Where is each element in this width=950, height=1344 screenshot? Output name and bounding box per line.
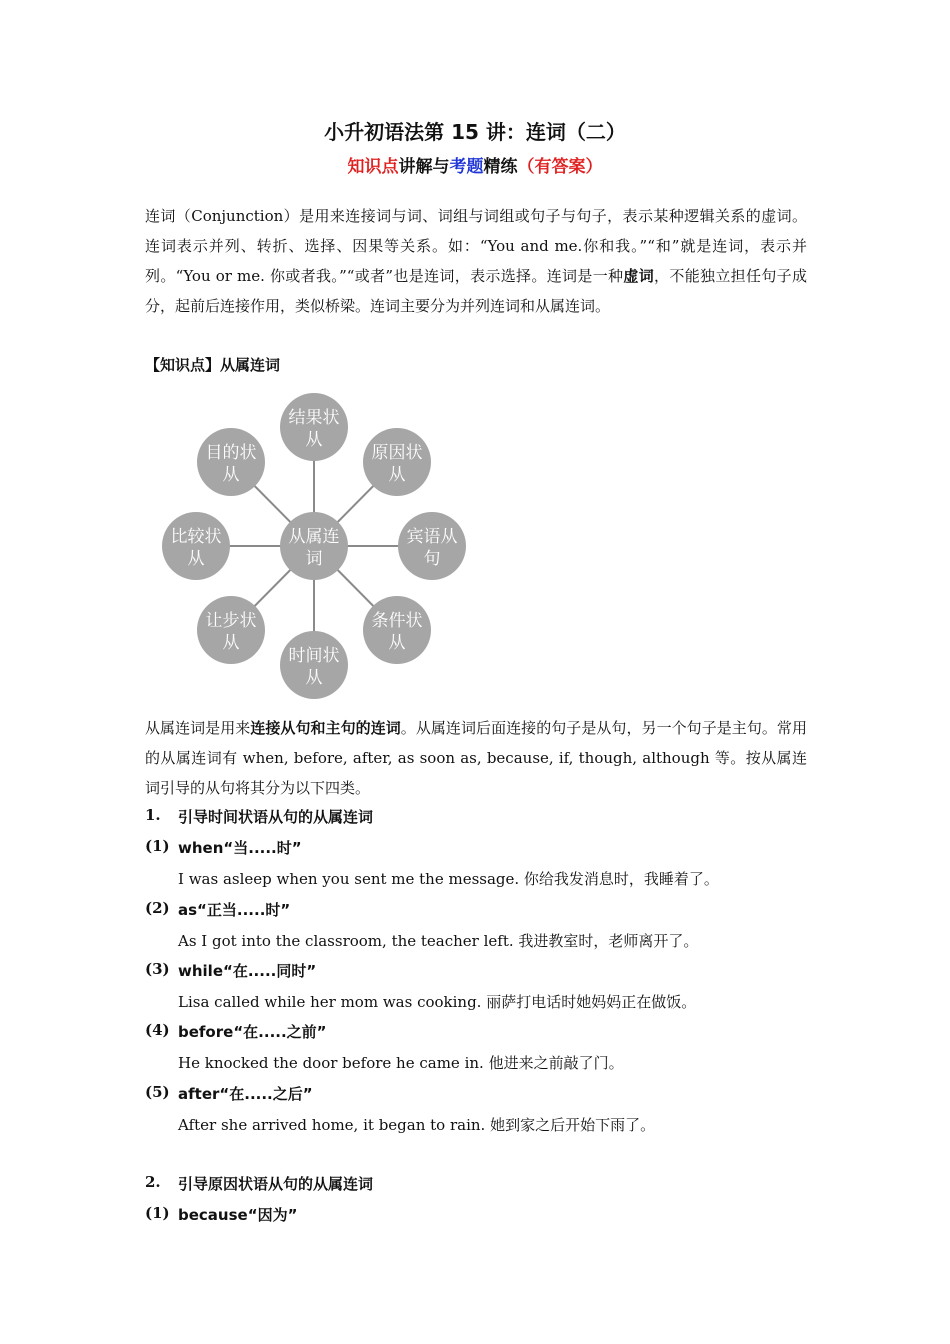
diagram-node-right-label-1: 宾语从	[406, 527, 458, 547]
section-1-number: 1.	[145, 806, 161, 824]
knowledge-heading: 【知识点】从属连词	[145, 356, 281, 374]
subtitle-part-answers: （有答案）	[517, 157, 603, 177]
diagram-node-bottom-left-label-2: 从	[222, 633, 240, 653]
page-subtitle	[0, 152, 950, 177]
item-1-3-example: Lisa called while her mom was cooking. 丽萨打电话时她妈妈正在做饭。	[178, 993, 697, 1011]
subtitle-part-knowledge: 知识点	[347, 157, 399, 177]
diagram-node-top-left	[197, 428, 265, 496]
item-1-5-label: after“在.....之后”	[178, 1085, 313, 1103]
sub-text-2: 。从属连词后面连接的句子是从句，另一个句子是主句。常用的从属连词有 when, before, after, as soon as, because, if, though, although 等。按从属连词引导的从句将其分为以下四类。	[145, 719, 807, 797]
item-1-2-example: As I got into the classroom, the teacher left. 我进教室时，老师离开了。	[178, 932, 699, 950]
diagram-node-top-left-label-2: 从	[222, 465, 240, 485]
diagram-nodes	[162, 393, 466, 699]
diagram-center-node-label-1: 从属连	[288, 527, 340, 547]
diagram-node-left-label-2: 从	[187, 549, 205, 569]
diagram-node-right	[398, 512, 466, 580]
intro-paragraph	[145, 201, 807, 321]
subtitle-part-explain: 讲解与	[398, 157, 450, 177]
item-1-4-number: (4)	[145, 1021, 170, 1039]
diagram-node-bottom-left-label-1: 让步状	[205, 611, 257, 631]
diagram-node-top-label-1: 结果状	[288, 408, 340, 428]
sub-bold-term: 连接从句和主句的连词	[250, 719, 401, 737]
section-2-heading: 引导原因状语从句的从属连词	[178, 1175, 374, 1193]
intro-bold-term: 虚词	[623, 267, 655, 285]
item-1-1-label: when“当.....时”	[178, 839, 302, 857]
diagram-center-node	[280, 512, 348, 580]
subtitle-part-exam: 考题	[449, 157, 484, 177]
item-1-1-example: I was asleep when you sent me the message. 你给我发消息时，我睡着了。	[178, 870, 719, 888]
page-title: 小升初语法第 15 讲：连词（二）	[324, 120, 626, 144]
diagram-node-top	[280, 393, 348, 461]
diagram-node-top-right-label-1: 原因状	[371, 443, 423, 463]
item-1-5-example: After she arrived home, it began to rain. 她到家之后开始下雨了。	[178, 1116, 656, 1134]
item-1-5-number: (5)	[145, 1083, 170, 1101]
diagram-node-top-label-2: 从	[305, 430, 323, 450]
diagram-node-bottom-label-2: 从	[305, 668, 323, 688]
item-1-2-label: as“正当.....时”	[178, 901, 291, 919]
item-1-4-label: before“在.....之前”	[178, 1023, 327, 1041]
conjunction-diagram	[150, 385, 480, 705]
diagram-node-top-left-label-1: 目的状	[205, 443, 257, 463]
diagram-node-bottom-label-1: 时间状	[288, 646, 340, 666]
subtitle-part-practice: 精练	[483, 157, 518, 177]
section-1-heading: 引导时间状语从句的从属连词	[178, 808, 374, 826]
item-1-3-label: while“在.....同时”	[178, 962, 317, 980]
diagram-node-bottom-right-label-1: 条件状	[371, 611, 423, 631]
section-2-number: 2.	[145, 1173, 161, 1191]
intro-text-2: ，不能独立担任句子成分，起前后连接作用，类似桥梁。连词主要分为并列连词和从属连词。	[145, 267, 807, 315]
diagram-node-right-label-2: 句	[423, 549, 441, 569]
subordinate-paragraph	[145, 713, 807, 803]
item-1-3-number: (3)	[145, 960, 170, 978]
item-1-2-number: (2)	[145, 899, 170, 917]
diagram-node-top-right	[363, 428, 431, 496]
diagram-node-bottom-right	[363, 596, 431, 664]
intro-text-1: 连词（Conjunction）是用来连接词与词、词组与词组或句子与句子，表示某种逻辑关系的虚词。连词表示并列、转折、选择、因果等关系。如：“You and me.你和我。”“和”就是连词，表示并列。“You or me. 你或者我。”“或者”也是连词，表示选择。连词是一种	[145, 207, 807, 285]
diagram-node-bottom	[280, 631, 348, 699]
item-1-1-number: (1)	[145, 837, 170, 855]
item-2-1-label: because“因为”	[178, 1206, 298, 1224]
item-2-1-number: (1)	[145, 1204, 170, 1222]
diagram-node-bottom-left	[197, 596, 265, 664]
diagram-node-left-label-1: 比较状	[170, 527, 222, 547]
sub-text-1: 从属连词是用来	[145, 719, 251, 737]
diagram-center-node-label-2: 词	[305, 549, 323, 569]
diagram-node-left	[162, 512, 230, 580]
diagram-node-bottom-right-label-2: 从	[388, 633, 406, 653]
diagram-node-top-right-label-2: 从	[388, 465, 406, 485]
item-1-4-example: He knocked the door before he came in. 他进来之前敲了门。	[178, 1054, 624, 1072]
